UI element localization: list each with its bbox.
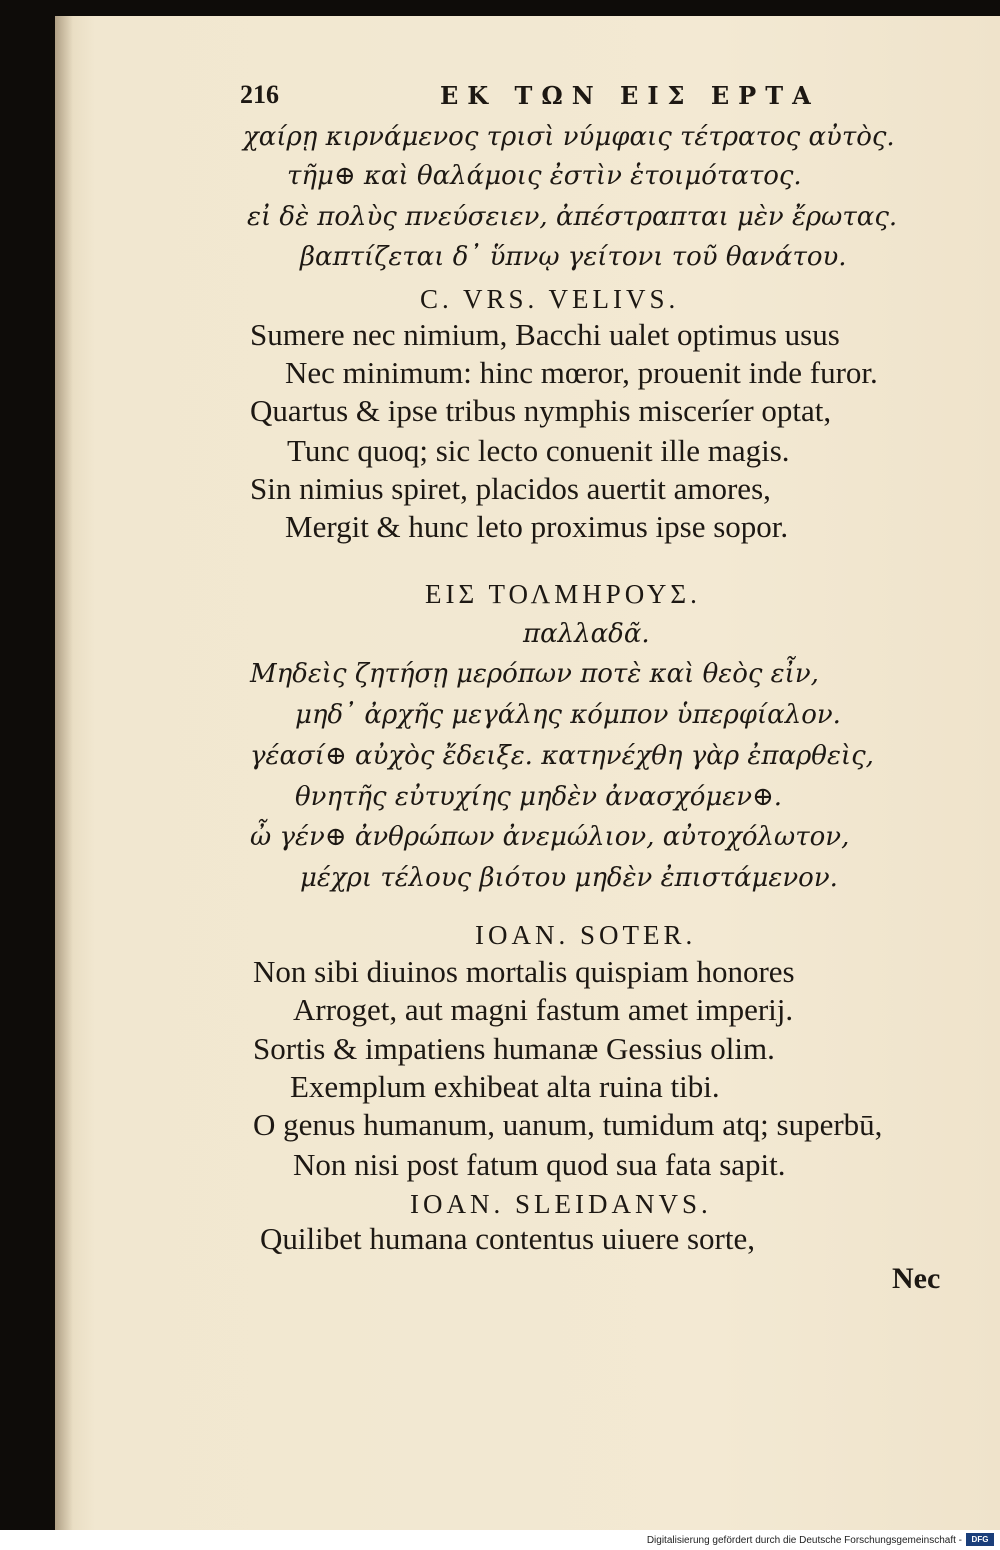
verse-line: Μηδεὶς ζητήσῃ μερόπων ποτὲ καὶ θεὸς εἶν, <box>250 659 819 689</box>
verse-line: θνητῆς εὐτυχίης μηδὲν ἀνασχόμεν⊕. <box>295 782 783 812</box>
verse-line: Quilibet humana contentus uiuere sorte, <box>260 1221 756 1256</box>
running-head: ΕΚ ΤΩΝ ΕΙΣ ΕΡΤΑ <box>440 81 820 110</box>
catchword: Nec <box>892 1262 941 1295</box>
verse-line: μέχρι τέλους βιότου μηδὲν ἐπιστάμενον. <box>300 863 838 893</box>
section-heading: IOAN. SOTER. <box>475 920 697 950</box>
book-page <box>55 16 1000 1530</box>
verse-line: τῆμ⊕ καὶ θαλάμοις ἐστὶν ἑτοιμότατος. <box>287 161 802 191</box>
verse-line: Quartus & ipse tribus nymphis misceríer optat, <box>250 393 832 428</box>
verse-line: Non nisi post fatum quod sua fata sapit. <box>293 1147 786 1182</box>
section-heading: C. VRS. VELIVS. <box>420 284 680 314</box>
verse-line: O genus humanum, uanum, tumidum atq; superbū, <box>253 1107 883 1142</box>
verse-line: Sin nimius spiret, placidos auertit amores, <box>250 471 771 506</box>
section-heading: IOAN. SLEIDANVS. <box>410 1189 712 1219</box>
verse-line: Non sibi diuinos mortalis quispiam honores <box>253 954 795 989</box>
section-subheading: παλλαδᾶ. <box>523 619 650 649</box>
verse-line: Exemplum exhibeat alta ruina tibi. <box>290 1069 720 1104</box>
folio-number: 216 <box>240 80 279 109</box>
section-heading: ΕΙΣ ΤΟΛΜΗΡΟΥΣ. <box>425 579 701 609</box>
dfg-logo: DFG <box>966 1533 994 1546</box>
verse-line: Arroget, aut magni fastum amet imperij. <box>293 992 794 1027</box>
verse-line: Sumere nec nimium, Bacchi ualet optimus usus <box>250 317 840 352</box>
funding-credit: Digitalisierung gefördert durch die Deutsche Forschungsgemeinschaft - <box>646 1535 962 1546</box>
verse-line: ὦ γέν⊕ ἀνθρώπων ἀνεμώλιον, αὐτοχόλωτον, <box>250 822 850 852</box>
verse-line: γέασί⊕ αὐχὸς ἔδειξε. κατηνέχθη γὰρ ἐπαρθεὶς, <box>250 741 874 771</box>
verse-line: Nec minimum: hinc mœror, prouenit inde furor. <box>285 355 878 390</box>
verse-line: μηδ᾽ ἀρχῆς μεγάλης κόμπον ὑπερφίαλον. <box>295 700 841 730</box>
verse-line: βαπτίζεται δ᾽ ὕπνῳ γείτονι τοῦ θανάτου. <box>300 242 847 272</box>
verse-line: Tunc quoq; sic lecto conuenit ille magis. <box>287 433 790 468</box>
verse-line: Mergit & hunc leto proximus ipse sopor. <box>285 509 789 544</box>
verse-line: χαίρῃ κιρνάμενος τρισὶ νύμφαις τέτρατος αὐτὸς. <box>243 122 895 152</box>
gutter-shadow <box>55 16 73 1530</box>
verse-line: Sortis & impatiens humanæ Gessius olim. <box>253 1031 775 1066</box>
verse-line: εἰ δὲ πολὺς πνεύσειεν, ἀπέστραπται μὲν ἔρωτας. <box>247 202 898 232</box>
